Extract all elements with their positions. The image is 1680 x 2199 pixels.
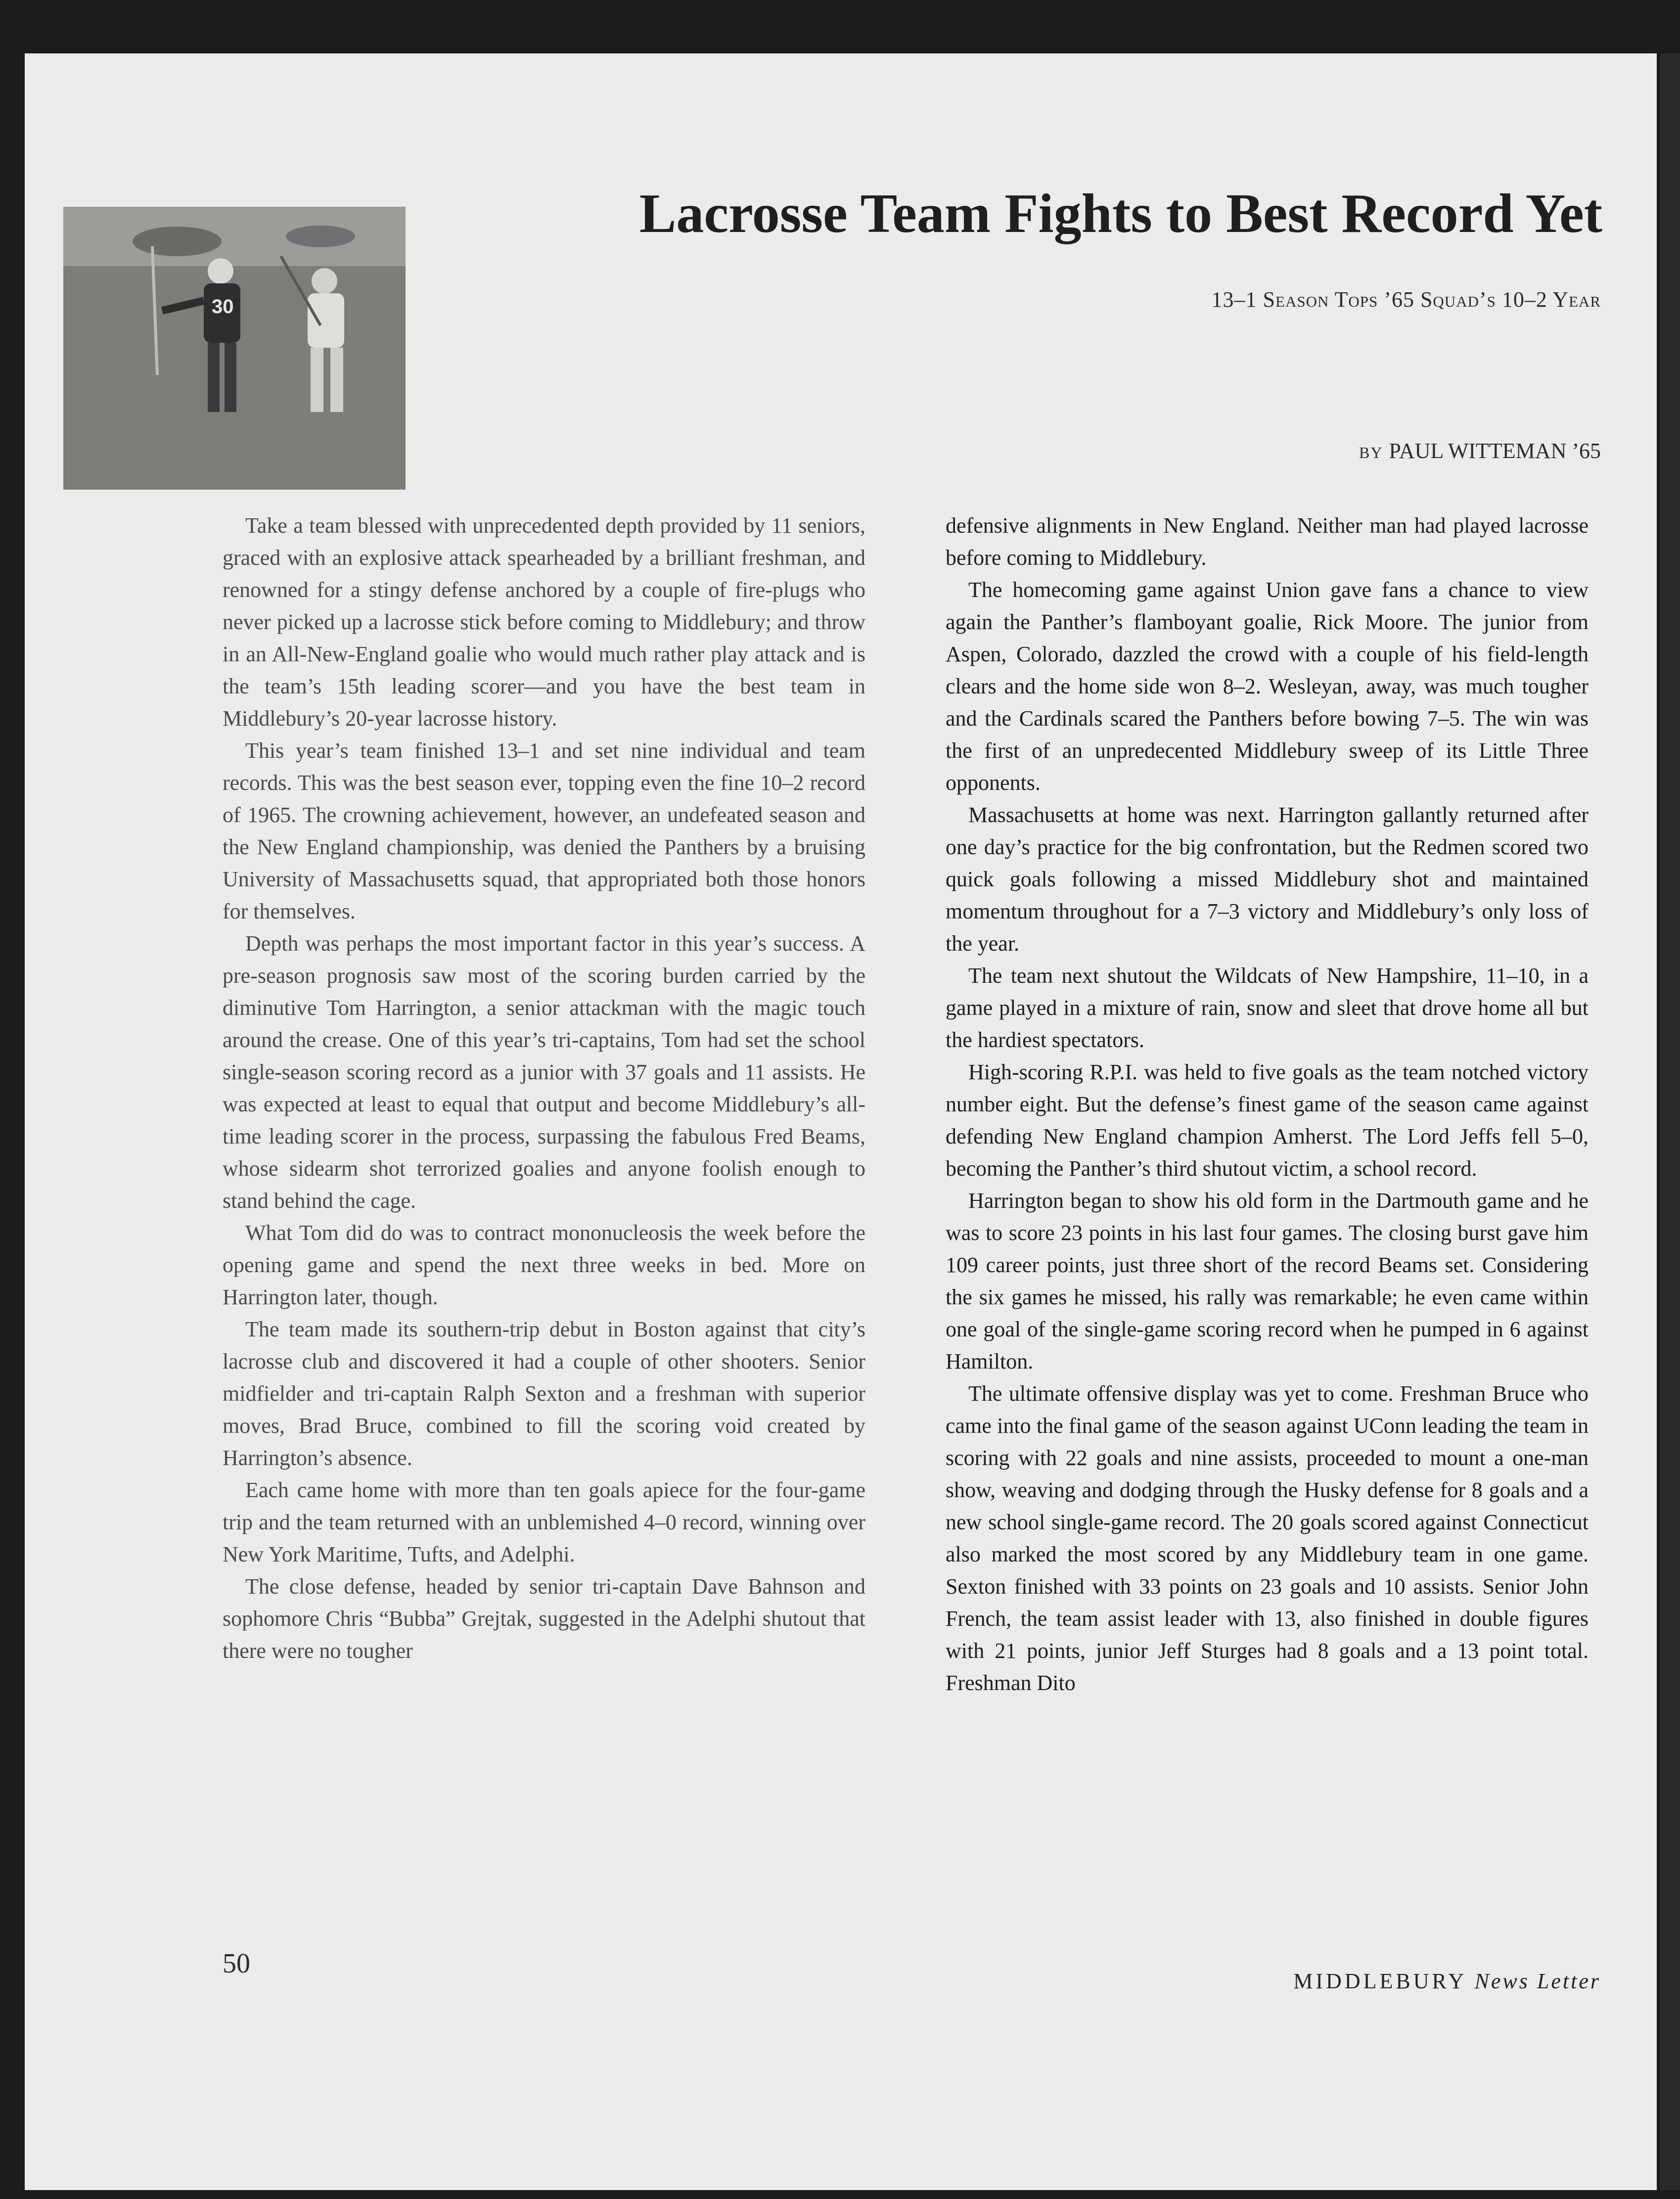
paragraph: The team next shutout the Wildcats of New Hampshire, 11–10, in a game played in a mixture of rain, snow and sleet that drove home all but the hardiest spectators.	[946, 963, 1589, 1052]
publication-footer	[1293, 1969, 1601, 1994]
left-text-column	[223, 509, 865, 1667]
jersey-number: 30	[212, 296, 234, 318]
paragraph: The ultimate offensive display was yet to come. Freshman Bruce who came into the final game of the season against UConn leading the team in scoring with 22 goals and nine assists, proceeded to mount a one-man show, weaving and dodging through the Husky defense for 8 goals and a new school single-game record. The 20 goals scored against Connecticut also marked the most scored by any Middlebury team in one game. Sexton finished with 33 points on 23 goals and 10 assists. Senior John French, the team assist leader with 13, also finished in double figures with 21 points, junior Jeff Sturges had 8 goals and a 13 point total. Freshman Dito	[946, 1381, 1589, 1695]
publication-name-italic: News Letter	[1474, 1969, 1601, 1993]
article-subtitle: 13–1 Season Tops ’65 Squad’s 10–2 Year	[1211, 287, 1601, 312]
right-text-column	[946, 509, 1589, 1699]
publication-name: MIDDLEBURY	[1293, 1969, 1466, 1993]
paragraph: This year’s team finished 13–1 and set nine individual and team records. This was the best season ever, topping even the fine 10–2 record of 1965. The crowning achievement, however, an undefeated season and the New England championship, was denied the Panthers by a bruising University of Massachusetts squad, that appropriated both those honors for themselves.	[223, 738, 865, 923]
paragraph: Depth was perhaps the most important factor in this year’s success. A pre-season prognosis saw most of the scoring burden carried by the diminutive Tom Harrington, a senior attackman with the magic touch around the crease. One of this year’s tri-captains, Tom had set the school single-season scoring record as a junior with 37 goals and 11 assists. He was expected at least to equal that output and become Middlebury’s all-time leading scorer in the process, surpassing the fabulous Fred Beams, whose sidearm shot terrorized goalies and anyone foolish enough to stand behind the cage.	[223, 931, 865, 1213]
paragraph: What Tom did do was to contract mononucleosis the week before the opening game and spend the next three weeks in bed. More on Harrington later, though.	[223, 1221, 865, 1309]
page-number: 50	[223, 1948, 250, 1979]
paragraph: Each came home with more than ten goals apiece for the four-game trip and the team returned with an unblemished 4–0 record, winning over New York Maritime, Tufts, and Adelphi.	[223, 1478, 865, 1566]
byline-author: PAUL WITTEMAN ’65	[1389, 439, 1601, 463]
byline-prefix: BY	[1359, 444, 1383, 461]
byline	[1359, 438, 1601, 463]
lacrosse-photo	[63, 207, 406, 490]
paragraph: Massachusetts at home was next. Harrington gallantly returned after one day’s practice for the big confrontation, but the Redmen scored two quick goals following a missed Middlebury shot and maintained momentum throughout for a 7–3 victory and Middlebury’s only loss of the year.	[946, 803, 1589, 956]
paragraph: The homecoming game against Union gave fans a chance to view again the Panther’s flamboyant goalie, Rick Moore. The junior from Aspen, Colorado, dazzled the crowd with a couple of his field-length clears and the home side won 8–2. Wesleyan, away, was much tougher and the Cardinals scared the Panthers before bowing 7–5. The win was the first of an unpredecented Middlebury sweep of its Little Three opponents.	[946, 578, 1589, 795]
paragraph: High-scoring R.P.I. was held to five goals as the team notched victory number eight. But the defense’s finest game of the season came against defending New England champion Amherst. The Lord Jeffs fell 5–0, becoming the Panther’s third shutout victim, a school record.	[946, 1060, 1589, 1181]
facing-page-edge	[1660, 53, 1680, 2190]
paragraph: Take a team blessed with unprecedented depth provided by 11 seniors, graced with an explosive attack spearheaded by a brilliant freshman, and renowned for a stingy defense anchored by a couple of fire-plugs who never picked up a lacrosse stick before coming to Middlebury; and throw in an All-New-England goalie who would much rather play attack and is the team’s 15th leading scorer—and you have the best team in Middlebury’s 20-year lacrosse history.	[223, 513, 865, 731]
paragraph: defensive alignments in New England. Neither man had played lacrosse before coming to Middlebury.	[946, 513, 1589, 570]
paragraph: Harrington began to show his old form in the Dartmouth game and he was to score 23 points in his last four games. The closing burst gave him 109 career points, just three short of the record Beams set. Considering the six games he missed, his rally was remarkable; he even came within one goal of the single-game scoring record when he pumped in 6 against Hamilton.	[946, 1189, 1589, 1374]
article-title: Lacrosse Team Fights to Best Record Yet	[639, 183, 1602, 244]
paragraph: The close defense, headed by senior tri-captain Dave Bahnson and sophomore Chris “Bubba” Grejtak, suggested in the Adelphi shutout that there were no tougher	[223, 1574, 865, 1663]
paragraph: The team made its southern-trip debut in Boston against that city’s lacrosse club and discovered it had a couple of other shooters. Senior midfielder and tri-captain Ralph Sexton and a freshman with superior moves, Brad Bruce, combined to fill the scoring void created by Harrington’s absence.	[223, 1317, 865, 1470]
